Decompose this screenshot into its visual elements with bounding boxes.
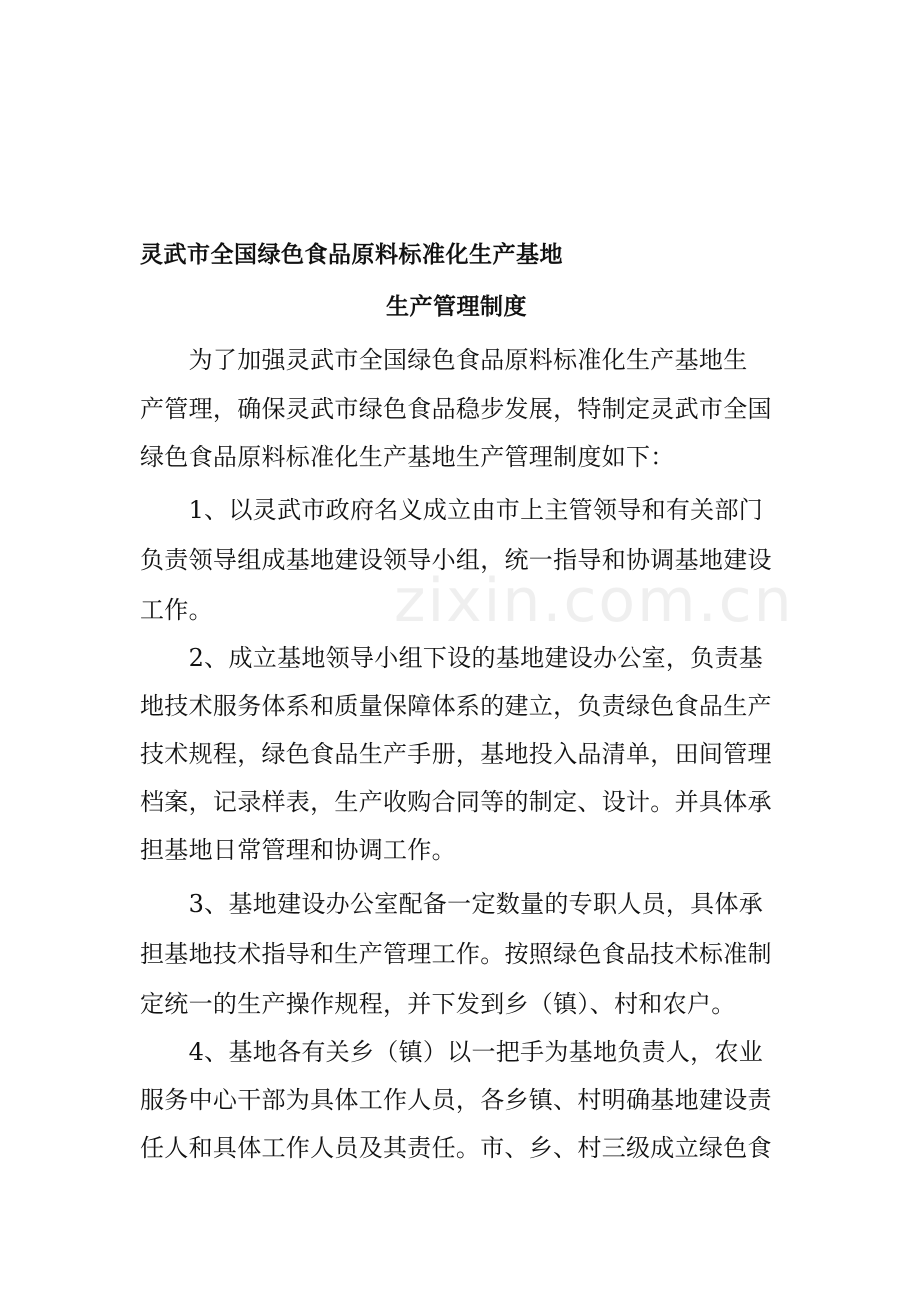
body-line: 担基地日常管理和协调工作。 [140, 836, 456, 864]
document-title-line-2: 生产管理制度 [386, 294, 527, 320]
body-line: 定统一的生产操作规程，并下发到乡（镇）、村和农户。 [140, 990, 736, 1018]
body-line: 负责领导组成基地建设领导小组，统一指导和协调基地建设 [140, 546, 772, 574]
body-line: 为了加强灵武市全国绿色食品原料标准化生产基地生 [140, 346, 748, 374]
body-line: 绿色食品原料标准化生产基地生产管理制度如下： [140, 443, 675, 471]
watermark-text: zixin.com.cn [394, 566, 794, 636]
body-line: 任人和具体工作人员及其责任。市、乡、村三级成立绿色食 [140, 1134, 772, 1162]
body-line: 2、成立基地领导小组下设的基地建设办公室，负责基 [140, 644, 764, 672]
body-line: 技术规程，绿色食品生产手册，基地投入品清单，田间管理 [140, 740, 772, 768]
body-line: 担基地技术指导和生产管理工作。按照绿色食品技术标准制 [140, 940, 772, 968]
document-title-line-1: 灵武市全国绿色食品原料标准化生产基地 [140, 242, 563, 268]
body-line: 地技术服务体系和质量保障体系的建立，负责绿色食品生产 [140, 692, 772, 720]
body-line: 服务中心干部为具体工作人员，各乡镇、村明确基地建设责 [140, 1086, 772, 1114]
body-line: 工作。 [140, 596, 213, 624]
body-line: 产管理，确保灵武市绿色食品稳步发展，特制定灵武市全国 [140, 395, 772, 423]
body-line: 1、以灵武市政府名义成立由市上主管领导和有关部门 [140, 496, 764, 524]
body-line: 4、基地各有关乡（镇）以一把手为基地负责人，农业 [140, 1038, 764, 1066]
body-line: 3、基地建设办公室配备一定数量的专职人员，具体承 [140, 890, 764, 918]
body-line: 档案，记录样表，生产收购合同等的制定、设计。并具体承 [140, 788, 772, 816]
